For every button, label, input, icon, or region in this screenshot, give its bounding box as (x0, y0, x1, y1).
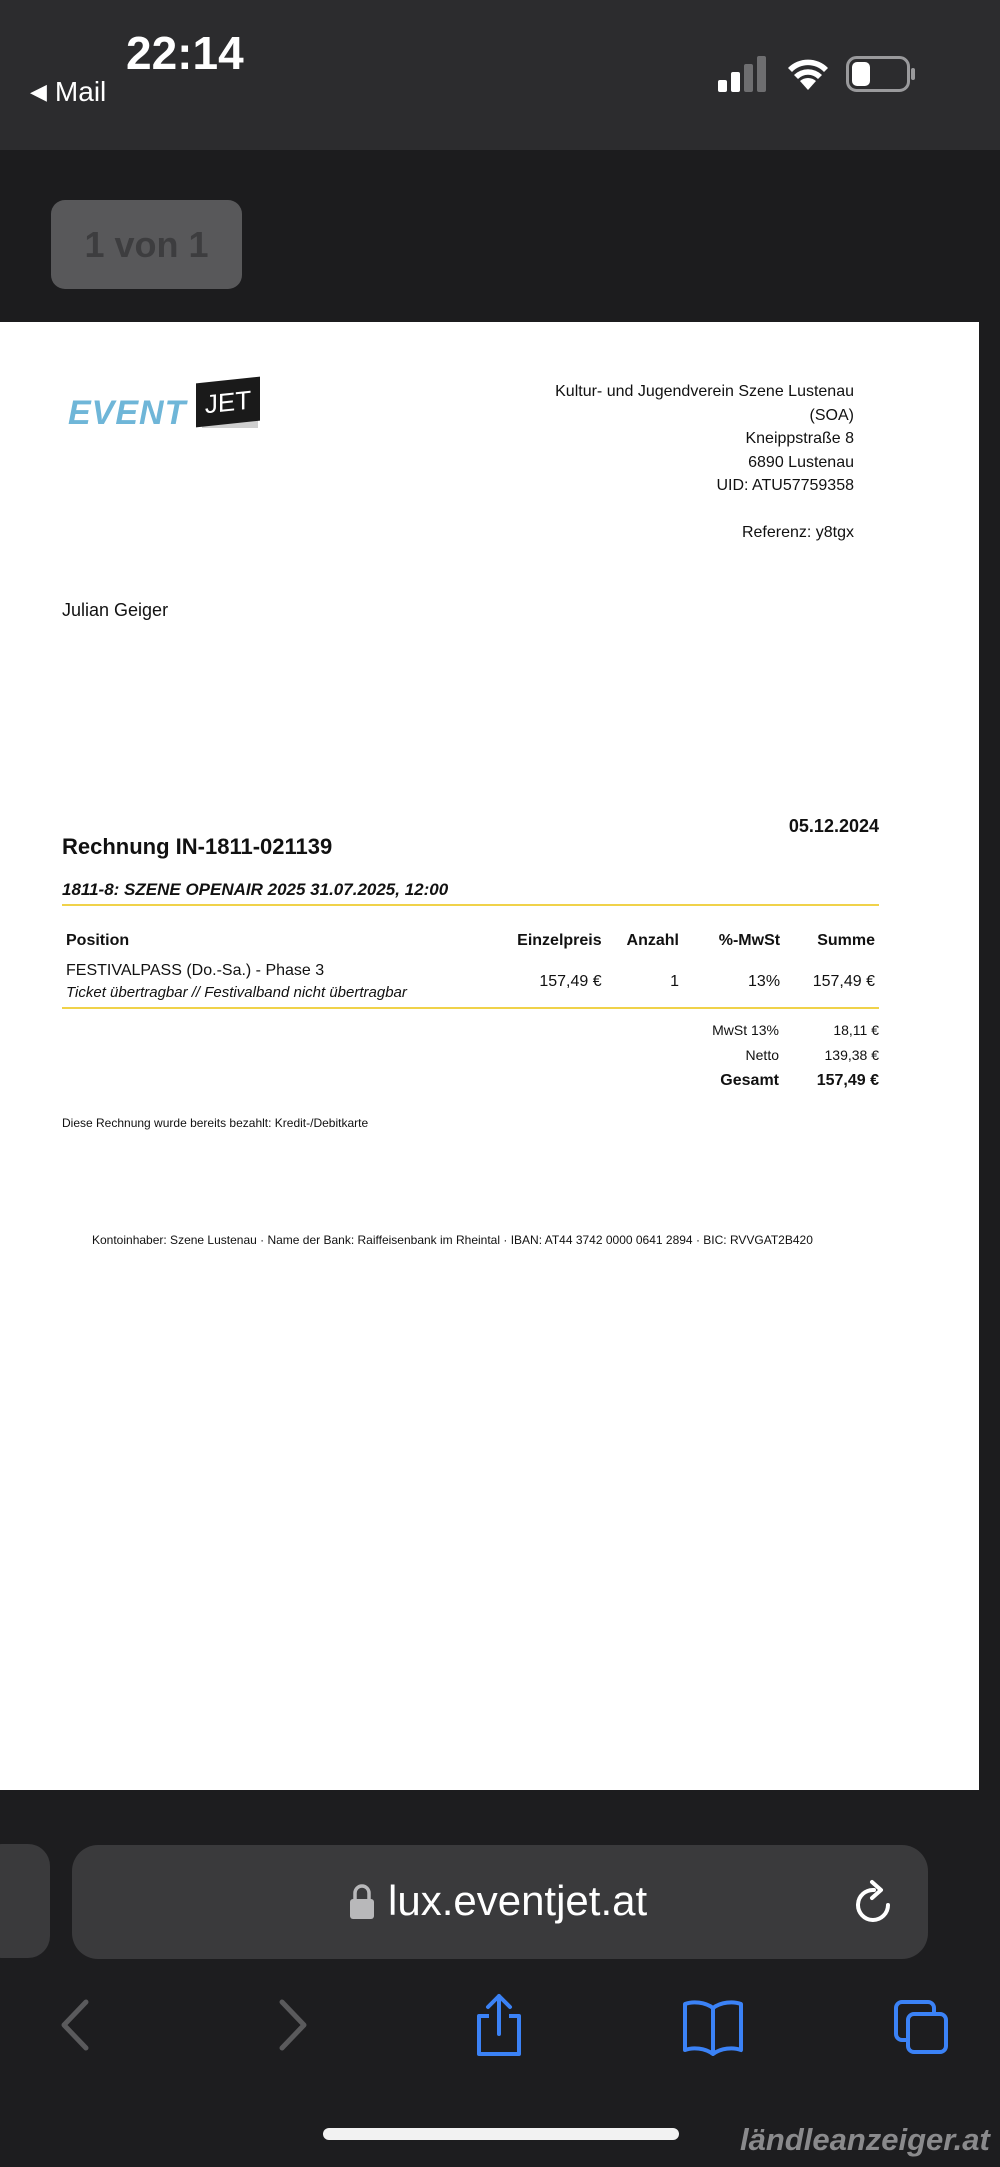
vat-label: MwSt 13% (712, 1022, 779, 1038)
invoice-page (0, 322, 979, 1790)
previous-tab-preview[interactable] (0, 1844, 50, 1958)
clock: 22:14 (126, 27, 244, 79)
lock-icon (348, 1883, 376, 1921)
logo-event-text: EVENT (68, 394, 187, 432)
pdf-document-area[interactable] (0, 322, 1000, 1800)
invoice-totals (659, 1022, 879, 1099)
wifi-icon (786, 54, 830, 92)
item-unit-price: 157,49 € (498, 958, 605, 1008)
gross-label: Gesamt (720, 1072, 779, 1089)
payment-note: Diese Rechnung wurde bereits bezahlt: Kredit-/Debitkarte (62, 1116, 369, 1130)
back-label: Mail (54, 76, 107, 107)
invoice-items-table (62, 926, 879, 1009)
signal-icon (718, 56, 768, 92)
item-quantity: 1 (606, 958, 683, 1008)
home-indicator (323, 2128, 679, 2140)
invoice-date: 05.12.2024 (788, 816, 879, 836)
vat-value: 18,11 € (833, 1022, 879, 1038)
table-row (62, 958, 879, 1008)
back-triangle-icon: ◀ (30, 79, 47, 104)
col-quantity: Anzahl (626, 932, 679, 949)
item-vat: 13% (683, 958, 784, 1008)
item-note: Ticket übertragbar // Festivalband nicht übertragbar (66, 984, 407, 1001)
col-total: Summe (817, 932, 875, 949)
share-icon[interactable] (469, 1990, 529, 2060)
net-label: Netto (745, 1047, 779, 1063)
gross-row (659, 1072, 879, 1090)
col-vat: %-MwSt (718, 932, 781, 949)
reference: Referenz: y8tgx (741, 523, 854, 541)
gross-value: 157,49 € (816, 1072, 879, 1089)
table-header-row (62, 926, 879, 958)
tabs-icon[interactable] (892, 1990, 952, 2060)
reload-icon[interactable] (850, 1875, 898, 1929)
bank-details: Kontoinhaber: Szene Lustenau · Name der Bank: Raiffeisenbank im Rheintal · IBAN: AT44 3742 0000 0641 2894 · BIC: RVVGAT2B420 (92, 1233, 813, 1247)
browser-toolbar (0, 1800, 1000, 2167)
bookmarks-icon[interactable] (681, 1990, 745, 2060)
back-icon[interactable] (46, 1990, 106, 2060)
url-text: lux.eventjet.at (388, 1877, 648, 1924)
sender-street: Kneippstraße 8 (745, 430, 854, 447)
net-row (659, 1047, 879, 1063)
watermark: ländleanzeiger.at (740, 2122, 990, 2157)
eventjet-logo (68, 380, 268, 440)
logo-jet-text: JET (196, 377, 260, 428)
back-to-mail-button[interactable] (30, 76, 106, 108)
forward-icon[interactable] (262, 1990, 322, 2060)
item-description (62, 958, 498, 1008)
sender-uid: UID: ATU57759358 (716, 477, 854, 494)
net-value: 139,38 € (824, 1047, 879, 1063)
sender-city: 6890 Lustenau (748, 453, 854, 471)
sender-address (555, 380, 854, 544)
col-unit-price: Einzelpreis (517, 932, 602, 949)
item-total: 157,49 € (784, 958, 879, 1008)
page-counter: 1 von 1 (51, 200, 242, 289)
sender-name: Kultur- und Jugendverein Szene Lustenau (555, 383, 854, 400)
status-bar (0, 0, 1000, 150)
pdf-viewer-header (0, 150, 1000, 322)
col-position: Position (66, 932, 130, 949)
address-bar[interactable] (72, 1845, 928, 1959)
item-name: FESTIVALPASS (Do.-Sa.) - Phase 3 (66, 962, 325, 979)
vat-row (659, 1022, 879, 1038)
invoice-title: Rechnung IN-1811-021139 (62, 834, 333, 859)
battery-icon (846, 56, 916, 92)
recipient-name: Julian Geiger (62, 600, 169, 620)
sender-abbr: (SOA) (809, 406, 854, 424)
event-line: 1811-8: SZENE OPENAIR 2025 31.07.2025, 12:00 (62, 880, 879, 906)
